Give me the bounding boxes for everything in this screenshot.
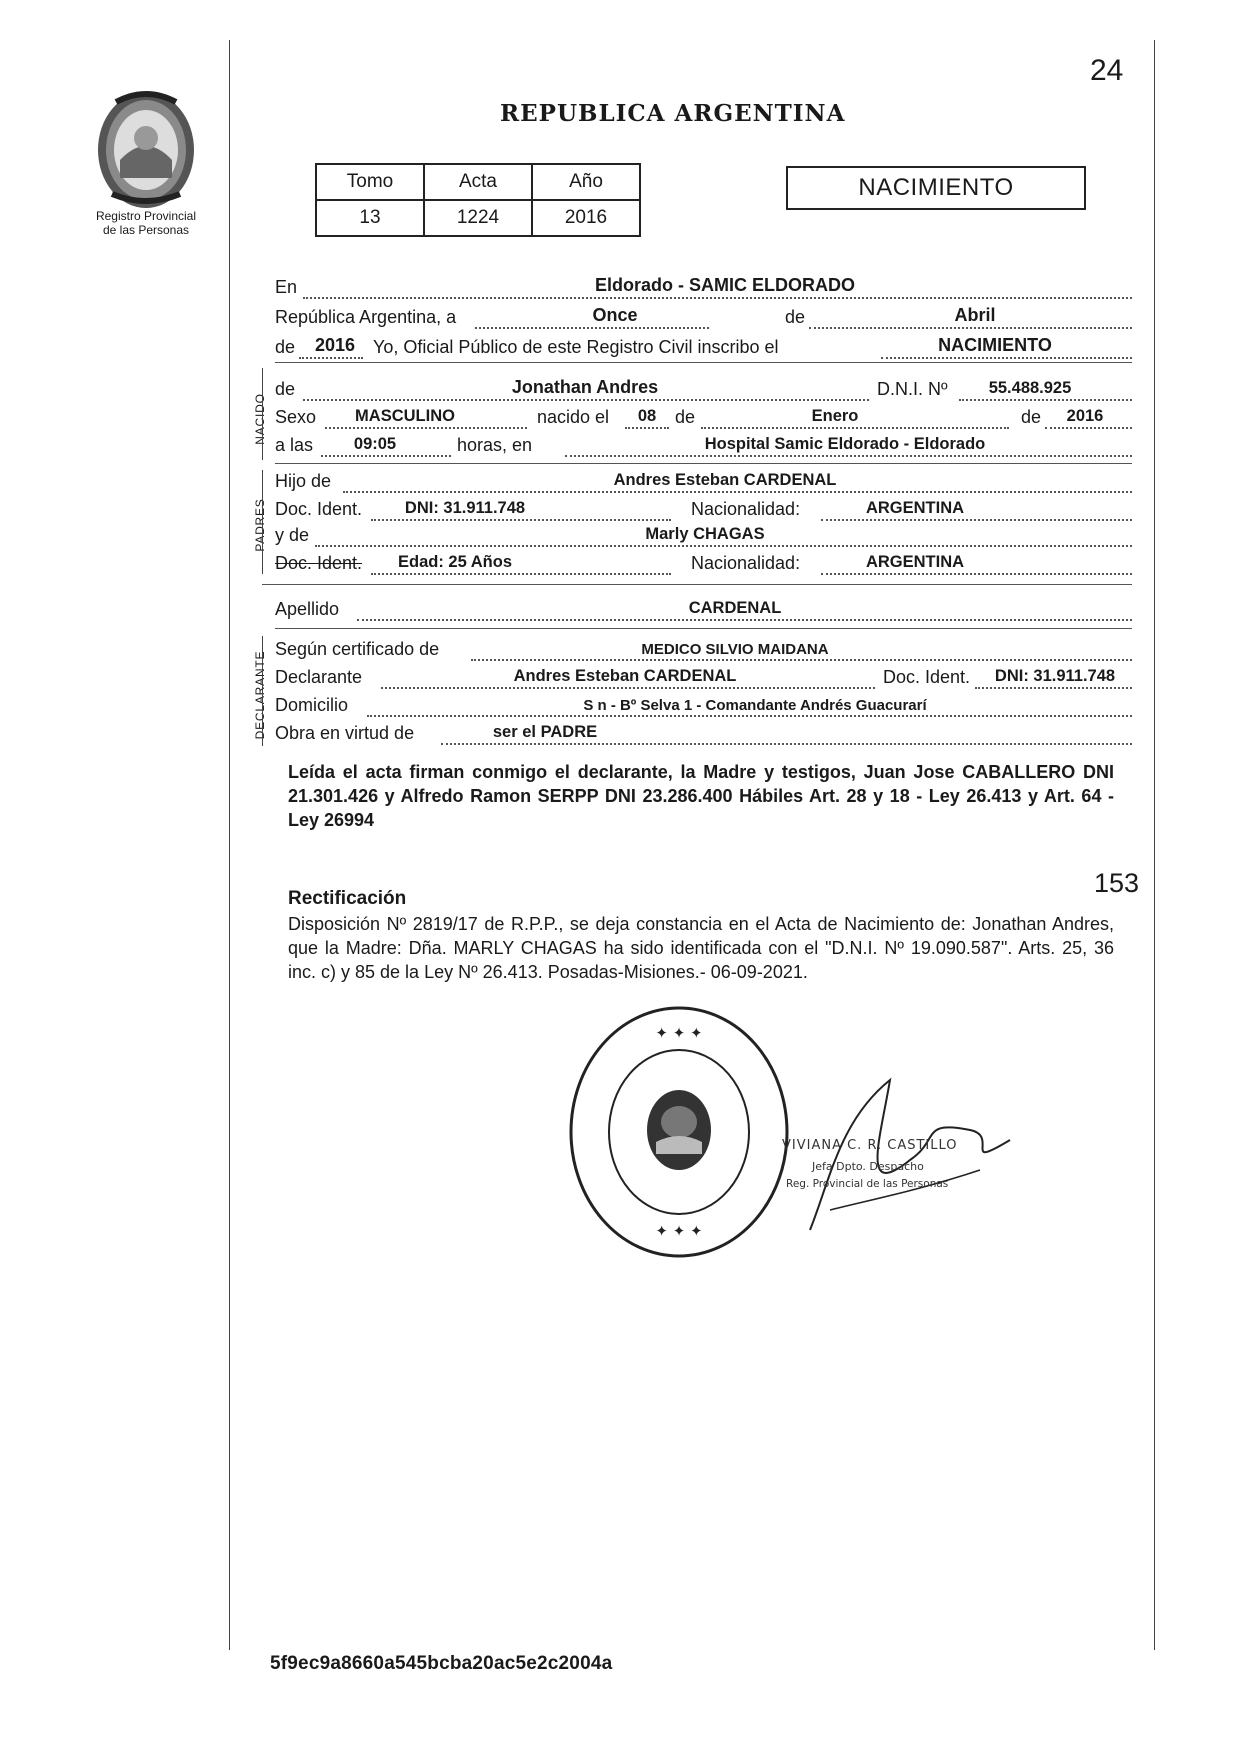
divider [275,628,1132,629]
section-label-declarante: DECLARANTE [253,650,267,740]
certificado-label: Según certificado de [275,639,440,659]
form-line-place [275,274,1132,302]
left-margin-line [229,40,230,1650]
divider [262,584,1132,585]
de-month-label: de [675,407,696,427]
anio-value: 2016 [532,200,640,236]
dni-label: D.N.I. Nº [877,379,948,399]
form-line-official [275,334,1132,362]
official-text: Yo, Oficial Público de este Registro Civil inscribo el [373,337,779,357]
svg-text:✦ ✦ ✦: ✦ ✦ ✦ [655,1024,703,1042]
record-kind-value: NACIMIENTO [938,335,1052,355]
section-label-nacido: NACIDO [253,393,267,445]
acta-header: Acta [424,164,532,200]
birth-place: Hospital Samic Eldorado - Eldorado [704,435,986,453]
father-name: Andres Esteban CARDENAL [613,471,837,489]
republic-label: República Argentina, a [275,307,457,327]
apellido-label: Apellido [275,599,340,619]
form-line-obra [275,720,1132,748]
year-value: 2016 [314,335,356,355]
signature [770,1060,1040,1260]
horas-en-label: horas, en [457,435,533,455]
form-line-address [275,692,1132,720]
form-line-mother-doc [275,550,1132,578]
de-label: de [785,307,806,327]
day-value: Once [592,305,638,325]
surname-value: CARDENAL [688,599,782,617]
rectification-body: Disposición Nº 2819/17 de R.P.P., se deja constancia en el Acta de Nacimiento de: Jonathan Andres, que la Madre: Dña. MARLY CHAGAS ha sido identificada con el "D.N.I. Nº 19.090.587". Arts. 25, 36 inc. c) y 85 de la Ley Nº 26.413. Posadas-Misiones.- 06-09-2021. [288,914,1114,982]
obra-value: ser el PADRE [492,723,598,741]
record-type-box: NACIMIENTO [786,166,1086,210]
form-line-time [275,432,1132,460]
de-name-label: de [275,379,296,399]
signature-name: VIVIANA C. R. CASTILLO [782,1138,958,1153]
form-line-sex [275,404,1132,432]
sexo-label: Sexo [275,407,317,427]
anio-header: Año [532,164,640,200]
tomo-header: Tomo [316,164,424,200]
doc-ident-label-struck: Doc. Ident. [275,553,363,573]
form-line-date [275,304,1132,332]
form-line-declarant [275,664,1132,692]
section-label-padres: PADRES [253,498,267,552]
section-bracket [262,368,263,460]
record-reference-table [315,163,641,237]
birth-time: 09:05 [353,435,397,453]
section-bracket [262,470,263,574]
margin-note-number: 153 [1094,868,1140,898]
de-year-label: de [275,337,296,357]
svg-text:✦ ✦ ✦: ✦ ✦ ✦ [655,1222,703,1240]
declarante-label: Declarante [275,667,363,687]
doc-ident-label-3: Doc. Ident. [883,667,971,687]
father-doc: DNI: 31.911.748 [404,499,526,517]
obra-label: Obra en virtud de [275,723,415,743]
a-las-label: a las [275,435,314,455]
page-number: 24 [1090,54,1124,87]
nacionalidad-label: Nacionalidad: [691,499,801,519]
declarant-name: Andres Esteban CARDENAL [513,667,737,685]
official-stamp [566,1002,792,1262]
child-dni: 55.488.925 [988,379,1072,397]
registry-caption: Registro Provincial de las Personas [95,209,197,237]
form-line-father-doc [275,496,1132,524]
form-line-certificate [275,636,1132,664]
acta-value: 1224 [424,200,532,236]
form-line-father [275,468,1132,496]
father-nationality: ARGENTINA [865,499,965,517]
tomo-value: 13 [316,200,424,236]
nacionalidad-label-2: Nacionalidad: [691,553,801,573]
place-value: Eldorado - SAMIC ELDORADO [595,275,855,295]
right-margin-line [1154,40,1155,1650]
birth-year: 2016 [1066,407,1104,425]
y-de-label: y de [275,525,310,545]
doc-ident-label: Doc. Ident. [275,499,363,519]
nacido-el-label: nacido el [537,407,610,427]
mother-nationality: ARGENTINA [865,553,965,571]
child-name: Jonathan Andres [511,377,659,397]
rectification-title: Rectificación [288,888,407,909]
address-value: S n - Bº Selva 1 - Comandante Andrés Guacurarí [583,697,927,714]
signature-org: Reg. Provincial de las Personas [786,1178,949,1190]
province-seal-logo [86,82,206,212]
sexo-value: MASCULINO [355,407,455,425]
divider [275,463,1132,464]
declarant-doc: DNI: 31.911.748 [994,667,1116,685]
en-label: En [275,277,298,297]
domicilio-label: Domicilio [275,695,349,715]
section-bracket [262,636,263,746]
document-hash: 5f9ec9a8660a545bcba20ac5e2c2004a [270,1653,613,1674]
signature-role: Jefa Dpto. Despacho [812,1160,924,1173]
mother-doc: Edad: 25 Años [398,553,512,571]
certificado-value: MEDICO SILVIO MAIDANA [641,641,829,658]
birth-day: 08 [637,407,657,425]
closing-statement: Leída el acta firman conmigo el declarante, la Madre y testigos, Juan Jose CABALLERO DNI 21.301.426 y Alfredo Ramon SERPP DNI 23.286.400 Hábiles Art. 28 y 18 - Ley 26.413 y Art. 64 - Ley 26994 [288,762,1114,830]
document-title: REPUBLICA ARGENTINA [500,100,846,127]
mother-name: Marly CHAGAS [645,525,765,543]
de-year-label-2: de [1021,407,1042,427]
divider [275,362,1132,363]
form-line-name [275,376,1132,404]
form-line-surname [275,596,1132,624]
birth-month: Enero [811,407,859,425]
hijo-de-label: Hijo de [275,471,332,491]
month-value: Abril [954,305,996,325]
form-line-mother [275,522,1132,550]
